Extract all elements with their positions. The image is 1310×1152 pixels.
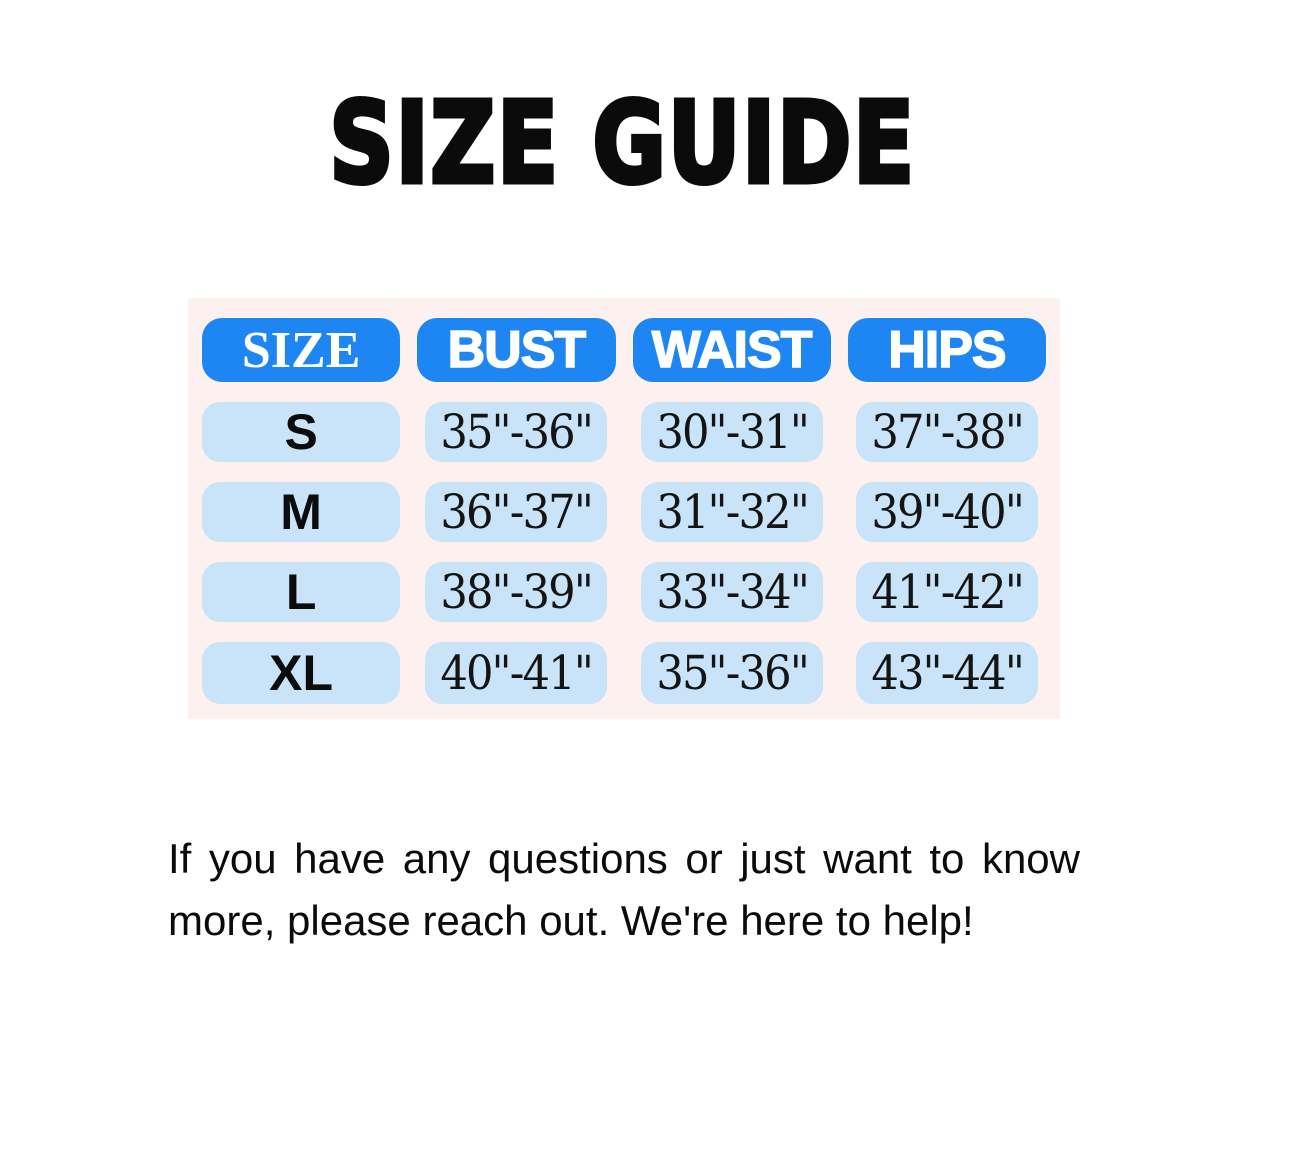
column-header-bust: BUST: [417, 318, 615, 382]
size-table: [188, 298, 1060, 719]
table-cell-hips-s: 37"-38": [856, 402, 1038, 462]
table-cell-size-l: L: [202, 562, 400, 622]
page-title-container: [0, 79, 1246, 209]
table-cell-bust-l: 38"-39": [425, 562, 607, 622]
table-cell-size-m: M: [202, 482, 400, 542]
table-cell-bust-xl: 40"-41": [425, 642, 607, 704]
table-cell-hips-l: 41"-42": [856, 562, 1038, 622]
table-cell-size-s: S: [202, 402, 400, 462]
table-cell-size-xl: XL: [202, 642, 400, 704]
page-title: SIZE GUIDE: [329, 79, 917, 209]
table-cell-waist-m: 31"-32": [640, 482, 822, 542]
table-cell-bust-s: 35"-36": [425, 402, 607, 462]
table-cell-waist-s: 30"-31": [640, 402, 822, 462]
column-header-hips: HIPS: [848, 318, 1046, 382]
help-paragraph: If you have any questions or just want to know more, please reach out. We're here to help!: [168, 835, 1080, 944]
size-table-panel: [188, 298, 1060, 719]
table-cell-waist-l: 33"-34": [640, 562, 822, 622]
table-cell-bust-m: 36"-37": [425, 482, 607, 542]
table-cell-hips-m: 39"-40": [856, 482, 1038, 542]
column-header-waist: WAIST: [633, 318, 831, 382]
table-cell-waist-xl: 35"-36": [640, 642, 822, 704]
column-header-size: SIZE: [202, 318, 400, 382]
table-cell-hips-xl: 43"-44": [856, 642, 1038, 704]
